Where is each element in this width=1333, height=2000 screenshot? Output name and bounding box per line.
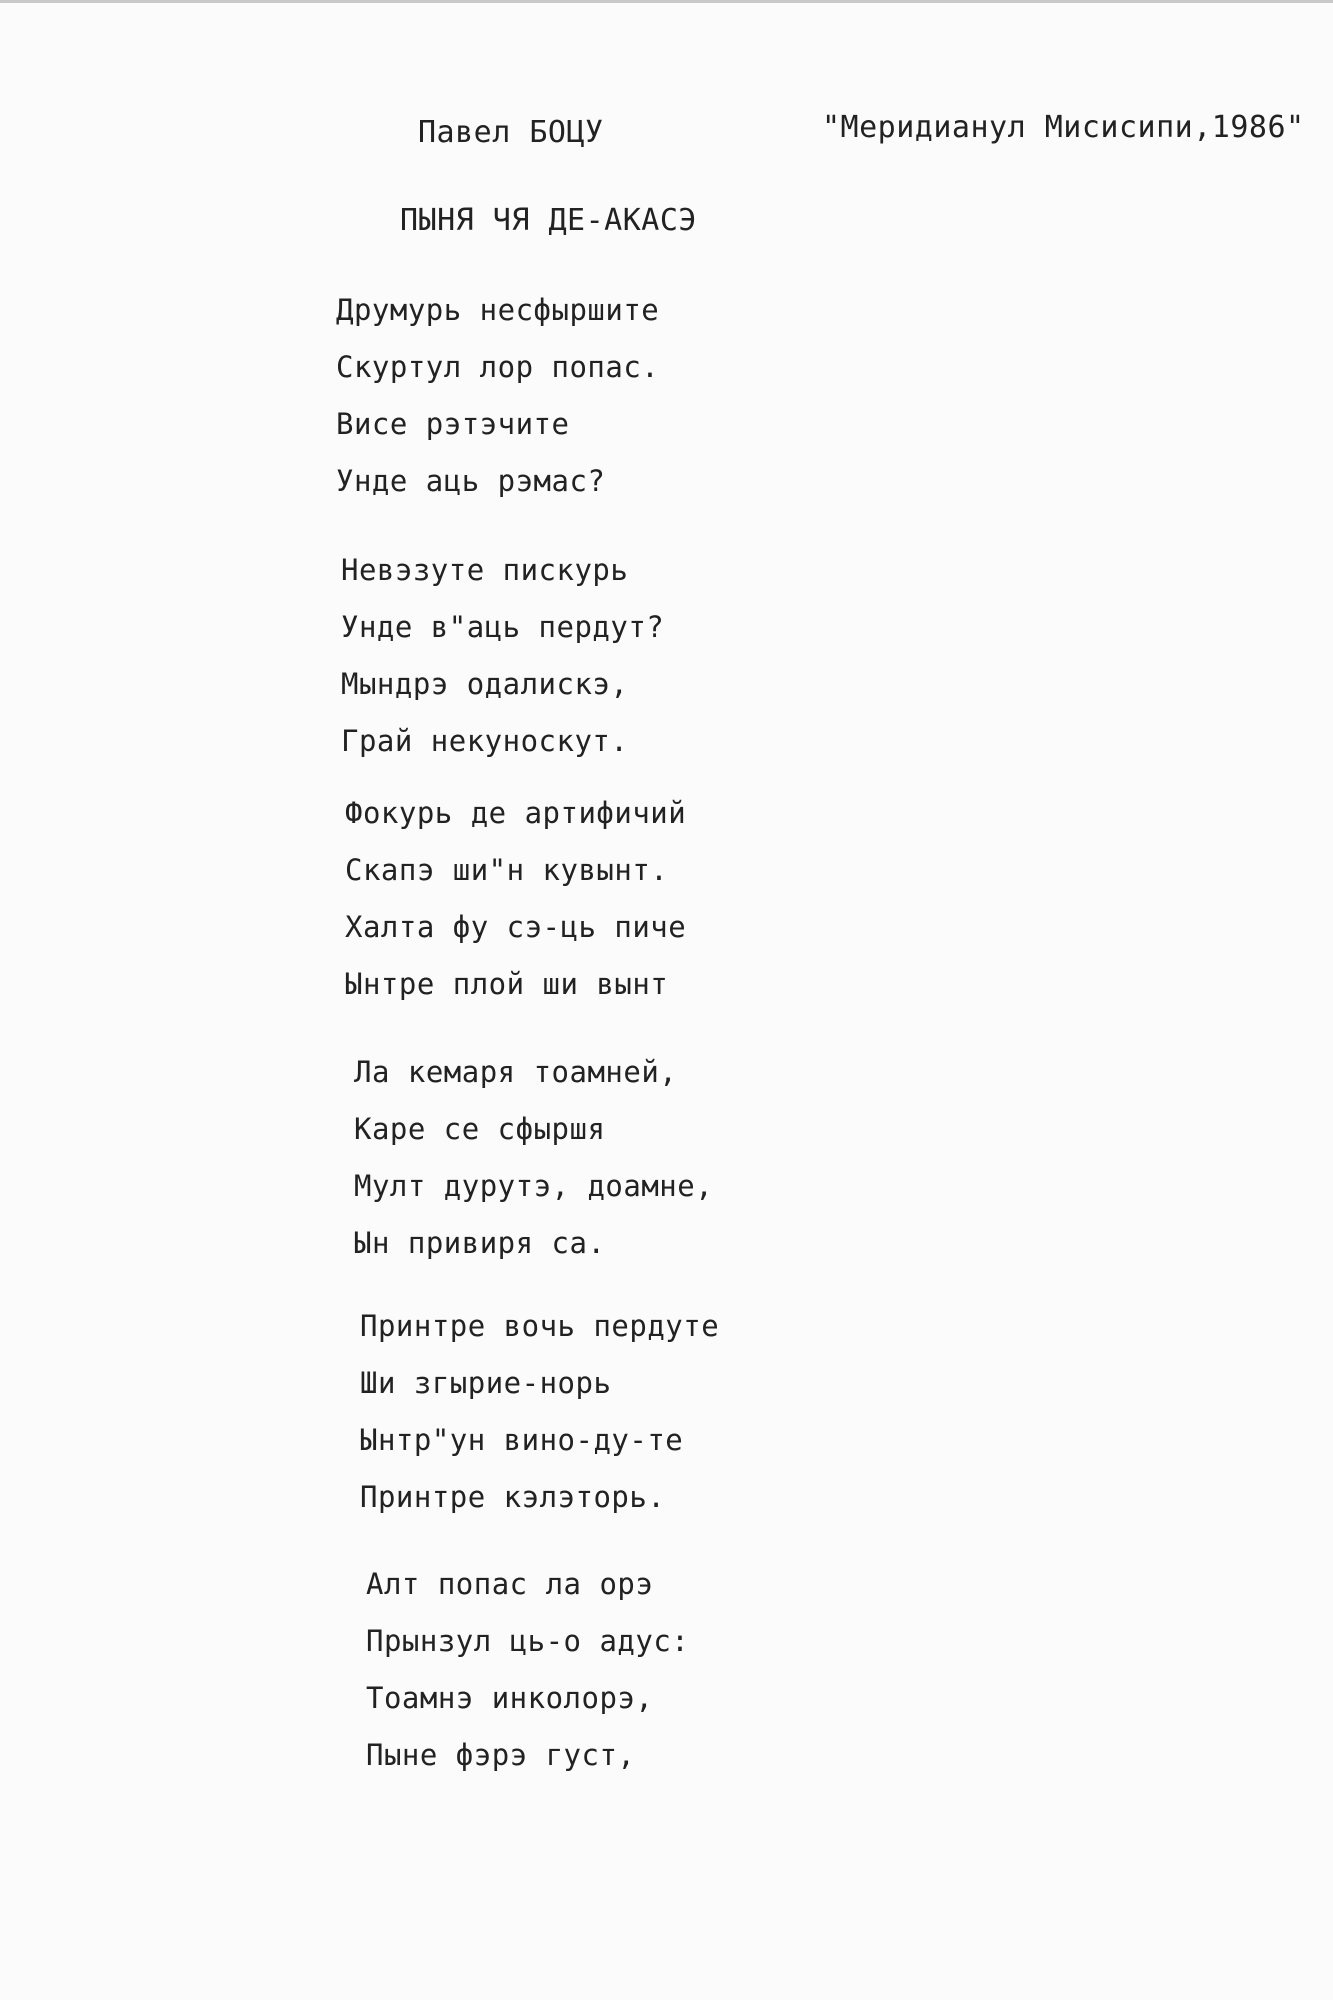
poem-line: Друмурь несфыршите (336, 293, 660, 327)
poem-line: Унде аць рэмас? (336, 464, 606, 498)
poem-line: Принтре вочь пердуте (360, 1309, 720, 1343)
poem-line: Грай некуноскут. (341, 724, 629, 758)
poem-line: Скуртул лор попас. (336, 350, 660, 384)
stanza (360, 1298, 719, 1526)
poem-line: Невэзуте пискурь (341, 553, 629, 587)
poem-line: Тоамнэ инколорэ, (366, 1681, 654, 1715)
poem-line: Каре се сфыршя (354, 1112, 606, 1146)
poem-line: Халта фу сэ-ць пиче (345, 910, 687, 944)
stanza (345, 785, 686, 1013)
poem-line: Пыне фэрэ густ, (366, 1738, 636, 1772)
stanza (341, 542, 664, 770)
poem-line: Унде в"аць пердут? (341, 610, 665, 644)
poem-line: Висе рэтэчите (336, 407, 570, 441)
stanza (366, 1556, 689, 1784)
poem-line: Принтре кэлэторь. (360, 1480, 666, 1514)
publication-source: "Меридианул Мисисипи,1986" (822, 110, 1305, 145)
poem-line: Алт попас ла орэ (366, 1567, 654, 1601)
poem-line: Скапэ ши"н кувынт. (345, 853, 669, 887)
poem-line: Ынтр"ун вино-ду-те (360, 1423, 684, 1457)
poem-line: Прынзул ць-о адус: (366, 1624, 690, 1658)
stanza (336, 282, 659, 510)
poem-line: Ла кемаря тоамней, (354, 1055, 678, 1089)
poem-line: Фокурь де артифичий (345, 796, 687, 830)
page-top-edge (0, 0, 1333, 3)
poem-line: Мындрэ одалискэ, (341, 667, 629, 701)
poem-title: ПЫНЯ ЧЯ ДЕ-АКАСЭ (400, 203, 697, 238)
poem-line: Ын привиря са. (354, 1226, 606, 1260)
author-name: Павел БОЦУ (418, 115, 604, 150)
poem-line: Мулт дурутэ, доамне, (354, 1169, 714, 1203)
stanza (354, 1044, 713, 1272)
poem-line: Ынтре плой ши вынт (345, 967, 669, 1001)
poem-line: Ши згырие-норь (360, 1366, 612, 1400)
